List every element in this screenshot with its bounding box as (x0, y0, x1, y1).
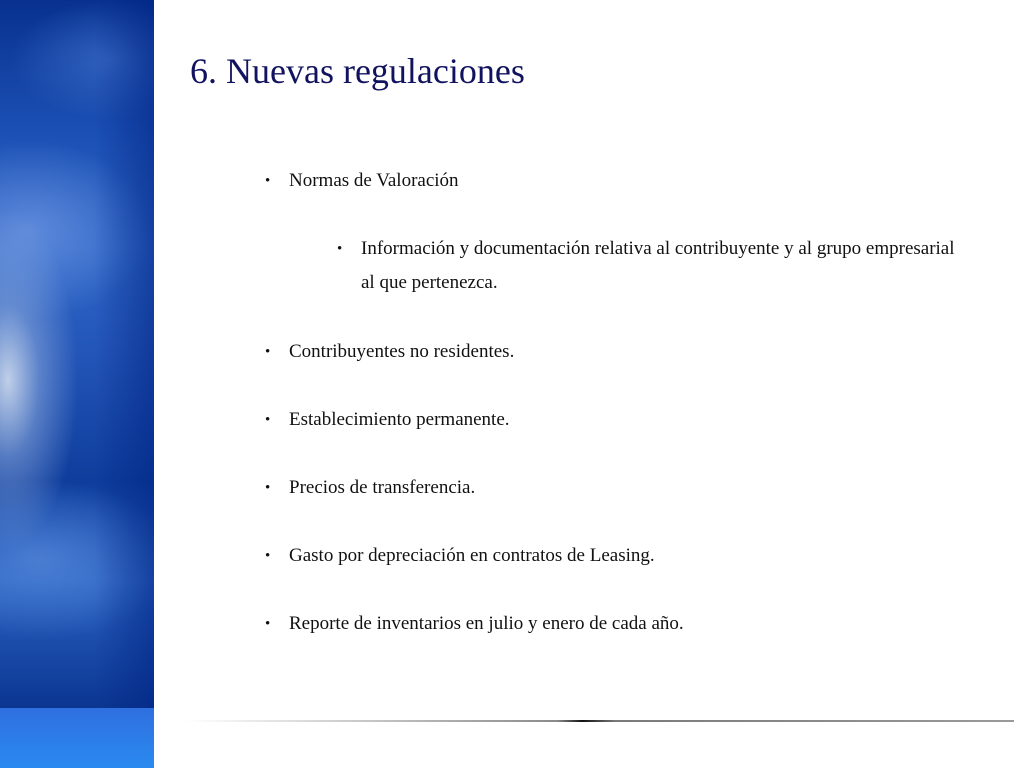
bullet-dot: • (265, 344, 271, 360)
sub-bullet-item (337, 232, 961, 300)
bullet-text: Información y documentación relativa al contribuyente y al grupo empresarial al que pertenezca. (361, 238, 955, 293)
bullet-item (265, 335, 515, 369)
bullet-item (265, 403, 510, 437)
bullet-item (265, 164, 459, 198)
bullet-text: Reporte de inventarios en julio y enero de cada año. (289, 613, 684, 634)
bullet-dot: • (265, 616, 271, 632)
bullet-item (265, 539, 655, 573)
bullet-dot: • (265, 480, 271, 496)
bullet-dot: • (265, 412, 271, 428)
footer-divider-line (184, 720, 1014, 722)
bullet-text: Contribuyentes no residentes. (289, 341, 515, 362)
bullet-dot: • (265, 173, 271, 189)
bullet-text: Normas de Valoración (289, 170, 459, 191)
bullet-text: Precios de transferencia. (289, 477, 476, 498)
bullet-text: Gasto por depreciación en contratos de Leasing. (289, 545, 655, 566)
bullet-dot: • (265, 548, 271, 564)
bullet-item (265, 471, 476, 505)
bullet-dot: • (337, 241, 343, 257)
slide-title: 6. Nuevas regulaciones (190, 51, 525, 91)
bullet-text: Establecimiento permanente. (289, 409, 510, 430)
bullet-item (265, 607, 684, 641)
